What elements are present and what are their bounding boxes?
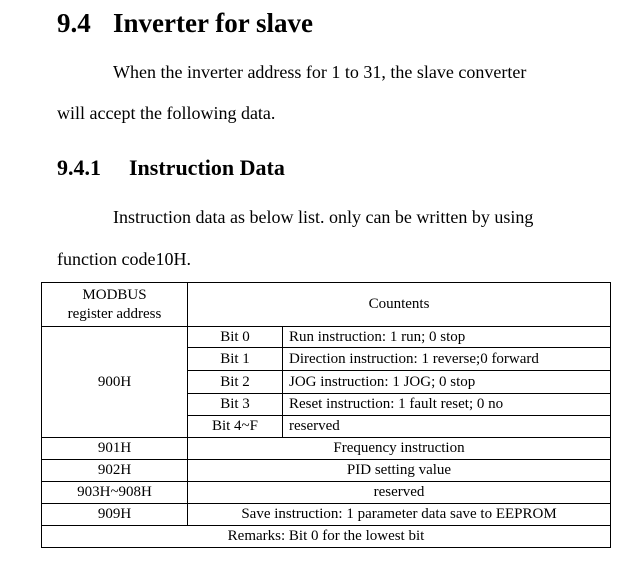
table-header-row xyxy=(42,283,611,327)
table-row xyxy=(42,327,611,348)
bit-description: Run instruction: 1 run; 0 stop xyxy=(283,327,611,348)
register-content: Save instruction: 1 parameter data save to EEPROM xyxy=(188,504,611,526)
intro-line-2: will accept the following data. xyxy=(57,103,276,123)
description-line-1: Instruction data as below list. only can be written by using xyxy=(113,207,534,227)
section-number: 9.4 xyxy=(57,8,91,38)
subsection-heading xyxy=(57,155,285,181)
table-row xyxy=(42,438,611,460)
intro-line-1: When the inverter address for 1 to 31, the slave converter xyxy=(113,62,527,82)
header-contents: Countents xyxy=(188,283,611,327)
register-address: 909H xyxy=(42,504,188,526)
register-address-900h: 900H xyxy=(42,327,188,438)
bit-label: Bit 0 xyxy=(188,327,283,348)
subsection-number: 9.4.1 xyxy=(57,155,101,180)
register-content: PID setting value xyxy=(188,460,611,482)
header-address-line-2: register address xyxy=(67,305,162,322)
bit-label: Bit 2 xyxy=(188,371,283,394)
register-address: 903H~908H xyxy=(42,482,188,504)
header-register-address xyxy=(42,283,188,327)
instruction-data-table xyxy=(41,282,611,548)
bit-label: Bit 1 xyxy=(188,348,283,371)
bit-label: Bit 4~F xyxy=(188,416,283,438)
bit-description: reserved xyxy=(283,416,611,438)
register-address: 901H xyxy=(42,438,188,460)
table-row xyxy=(42,482,611,504)
register-address: 902H xyxy=(42,460,188,482)
register-content: reserved xyxy=(188,482,611,504)
bit-description: Direction instruction: 1 reverse;0 forward xyxy=(283,348,611,371)
register-content: Frequency instruction xyxy=(188,438,611,460)
description-line-2: function code10H. xyxy=(57,249,191,269)
remarks: Remarks: Bit 0 for the lowest bit xyxy=(42,526,611,548)
header-address-line-1: MODBUS xyxy=(82,286,147,303)
section-heading xyxy=(57,8,313,39)
bit-description: Reset instruction: 1 fault reset; 0 no xyxy=(283,394,611,416)
bit-description: JOG instruction: 1 JOG; 0 stop xyxy=(283,371,611,394)
table-row xyxy=(42,504,611,526)
bit-label: Bit 3 xyxy=(188,394,283,416)
table-row xyxy=(42,460,611,482)
section-title: Inverter for slave xyxy=(113,8,313,38)
remarks-row xyxy=(42,526,611,548)
subsection-title: Instruction Data xyxy=(129,155,285,180)
